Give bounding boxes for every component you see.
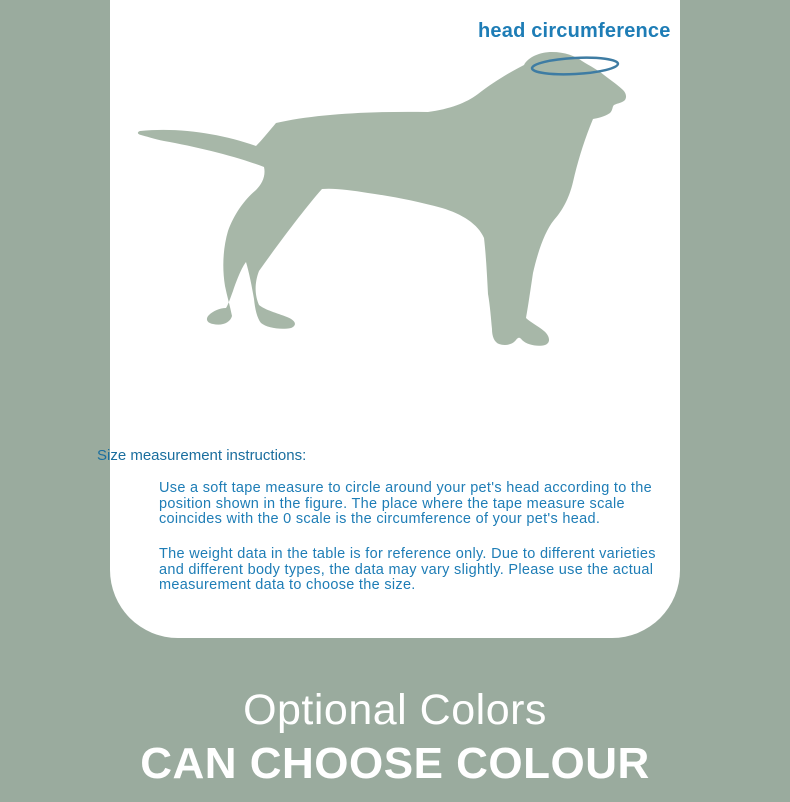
head-circumference-label: head circumference [478,20,671,42]
measurement-card [97,0,680,638]
footer-section [0,684,790,792]
instruction-paragraph-reference: The weight data in the table is for reference only. Due to different varieties and different body types, the data may vary slightly. Please use the actual measurement data to choose the size. [159,546,656,593]
dog-figure [110,0,680,400]
optional-colors-title: Optional Colors [243,686,547,734]
can-choose-colour-subtitle: CAN CHOOSE COLOUR [140,739,650,788]
instruction-paragraph-measure: Use a soft tape measure to circle around your pet's head according to the position shown in the figure. The place where the tape measure scale coincides with the 0 scale is the circumference of your pet's head. [159,480,652,527]
dog-silhouette [138,52,626,346]
instructions-heading: Size measurement instructions: [97,447,307,464]
